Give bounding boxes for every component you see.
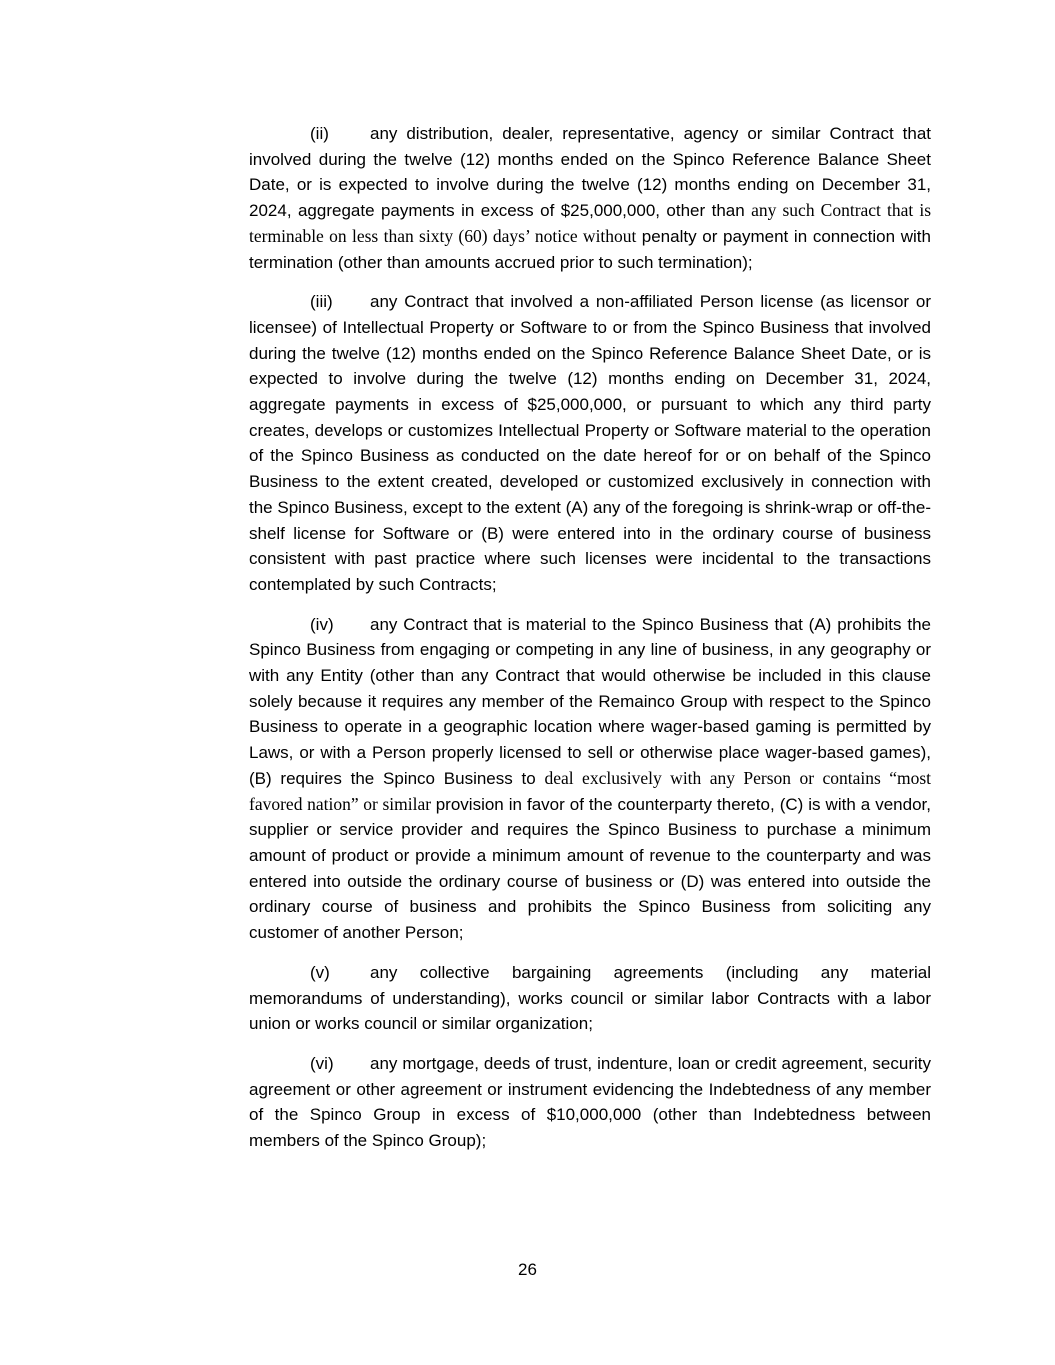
clause-label: (iii) bbox=[310, 292, 333, 312]
clause-text: any Contract that involved a non-affiliated Person license (as licensor or licensee) of Intellectual Property or Software to or from the Spinco Business that involved during the twelve (12) months ended on the Spinco Reference Balance Sheet Date, or is expected to involve during the twelve (12) months ending on December 31, 2024, aggregate payments in excess of $25,000,000, or pursuant to which any third party creates, develops or customizes Intellectual Property or Software material to the operation of the Spinco Business as conducted on the date hereof for or on behalf of the Spinco Business to the extent created, developed or customized exclusively in connection with the Spinco Business, except to the extent (A) any of the foregoing is shrink-wrap or off-the-shelf license for Software or (B) were entered into in the ordinary course of business consistent with past practice where such licenses were incidental to the transactions contemplated by such Contracts; bbox=[249, 292, 931, 594]
clause-label: (iv) bbox=[310, 614, 334, 634]
contract-clause-v bbox=[249, 960, 931, 1037]
clause-text: penalty or payment in connection with termination (other than amounts accrued prior to such termination); bbox=[249, 226, 931, 272]
clause-text-serif: any such Contract that is terminable on less than sixty (60) days’ notice without bbox=[249, 200, 931, 246]
clause-label: (vi) bbox=[310, 1053, 334, 1073]
contract-clause-ii bbox=[249, 121, 931, 275]
contract-clause-vi bbox=[249, 1051, 931, 1154]
clause-label: (v) bbox=[310, 962, 330, 982]
clause-text: any collective bargaining agreements (including any material memorandums of understanding), works council or similar labor Contracts with a labor union or works council or similar organization; bbox=[249, 962, 931, 1034]
clause-text-serif: deal exclusively with any Person or contains “most favored nation” or similar bbox=[249, 767, 932, 814]
contract-clause-iii bbox=[249, 289, 931, 597]
page-number: 26 bbox=[518, 1260, 537, 1280]
clause-text: any distribution, dealer, representative, agency or similar Contract that involved during the twelve (12) months ended on the Spinco Reference Balance Sheet Date, or is expected to involve during the twelve (12) months ending on December 31, 2024, aggregate payments in excess of $25,000,000, other than bbox=[249, 124, 931, 221]
contract-clause-iv bbox=[249, 612, 931, 946]
clause-label: (ii) bbox=[310, 124, 329, 143]
clause-text: any mortgage, deeds of trust, indenture, loan or credit agreement, security agreement or other agreement or instrument evidencing the Indebtedness of any member of the Spinco Group in excess of $10,000,000 (other than Indebtedness between members of the Spinco Group); bbox=[249, 1053, 931, 1151]
clause-text: provision in favor of the counterparty thereto, (C) is with a vendor, supplier or service provider and requires the Spinco Business to purchase a minimum amount of product or provide a minimum amount of revenue to the counterparty and was entered into outside the ordinary course of business or (D) was entered into outside the ordinary course of business and prohibits the Spinco Business from soliciting any customer of another Person; bbox=[249, 794, 931, 943]
clause-text: any Contract that is material to the Spinco Business that (A) prohibits the Spinco Business from engaging or competing in any line of business, in any geography or with any Entity (other than any Contract that would otherwise be included in this clause solely because it requires any member of the Remainco Group with respect to the Spinco Business to operate in a geographic location where wager-based gaming is permitted by Laws, or with a Person properly licensed to sell or otherwise place wager-based games), (B) requires the Spinco Business to bbox=[249, 614, 931, 788]
